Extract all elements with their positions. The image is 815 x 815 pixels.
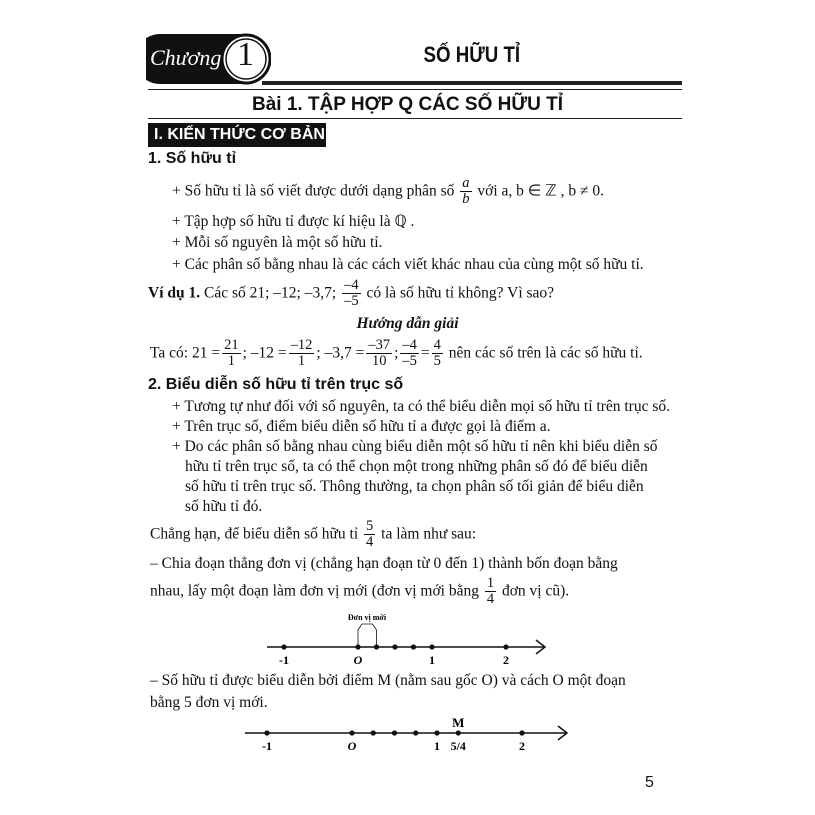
tick-label: O — [353, 653, 363, 667]
divider — [148, 89, 682, 90]
divider — [148, 118, 682, 119]
numerator: 1 — [486, 575, 495, 591]
text: nhau, lấy một đoạn làm đơn vị mới (đơn vị mới bằng — [150, 582, 479, 600]
numerator: –4 — [402, 337, 417, 353]
fraction — [289, 338, 315, 369]
text: Chẳng hạn, để biểu diễn số hữu tỉ — [150, 525, 359, 543]
page-number: 5 — [645, 774, 654, 791]
text: + Số hữu tỉ là số viết được dưới dạng phân số — [172, 182, 455, 200]
fraction — [366, 338, 392, 369]
subsection-heading: 1. Số hữu tỉ — [148, 150, 237, 167]
subsection-heading: 2. Biểu diễn số hữu tỉ trên trục số — [148, 376, 404, 393]
text: = — [420, 344, 430, 362]
text: có là số hữu tỉ không? Vì sao? — [366, 284, 555, 302]
solution — [150, 338, 643, 369]
step: – Số hữu tỉ được biểu diễn bởi điểm M (nằm sau gốc O) và cách O một đoạn — [150, 672, 626, 689]
text: ta làm như sau: — [381, 525, 477, 543]
axis-point — [411, 644, 416, 649]
tick-label: 1 — [429, 653, 435, 667]
fraction — [222, 338, 241, 369]
text: ; –3,7 = — [316, 344, 365, 362]
denominator: 4 — [486, 591, 495, 608]
axis-point — [519, 730, 524, 735]
number-line-2 — [0, 714, 815, 760]
point-label-m: M — [452, 715, 465, 730]
text: Các số 21; –12; –3,7; — [204, 284, 337, 302]
axis-point — [392, 644, 397, 649]
bullet: + Tương tự như đối với số nguyên, ta có thể biểu diễn mọi số hữu tỉ trên trục số. — [172, 398, 670, 415]
bullet-cont: số hữu tỉ trên trục số. Thông thường, ta chọn phân số tối giản để biểu diễn — [185, 478, 644, 495]
axis-point — [264, 730, 269, 735]
denominator: 4 — [366, 534, 374, 551]
denominator: 10 — [371, 353, 387, 370]
text: với a, b ∈ ℤ , b ≠ 0. — [477, 182, 604, 200]
example-text — [150, 519, 476, 550]
numerator: a — [462, 175, 470, 191]
axis-point — [434, 730, 439, 735]
fraction — [432, 338, 443, 369]
text: đơn vị cũ). — [501, 582, 570, 600]
tick-label: -1 — [279, 653, 289, 667]
step — [150, 576, 569, 607]
text: Ta có: 21 = — [150, 344, 221, 362]
denominator: b — [462, 191, 470, 208]
tick-label: -1 — [262, 739, 272, 753]
axis-point — [392, 730, 397, 735]
denominator: 5 — [433, 353, 441, 370]
numerator: 4 — [433, 337, 441, 353]
bullet — [172, 176, 604, 207]
axis-point — [413, 730, 418, 735]
axis-point — [371, 730, 376, 735]
example — [148, 278, 554, 309]
bullet: + Mỗi số nguyên là một số hữu tỉ. — [172, 234, 383, 251]
step: bằng 5 đơn vị mới. — [150, 694, 268, 711]
bullet-cont: hữu tỉ trên trục số, ta có thể chọn một trong những phân số đó để biểu diễn — [185, 458, 648, 475]
chapter-word: Chương — [150, 45, 222, 70]
step: – Chia đoạn thẳng đơn vị (chẳng hạn đoạn từ 0 đến 1) thành bốn đoạn bằng — [150, 555, 618, 572]
fraction — [342, 278, 361, 309]
number-line-1 — [0, 610, 815, 670]
unit-bracket — [358, 624, 377, 646]
bullet: + Trên trục số, điểm biểu diễn số hữu tỉ a được gọi là điểm a. — [172, 418, 551, 435]
axis-point — [349, 730, 354, 735]
fraction — [485, 576, 496, 607]
tick-label: 1 — [434, 739, 440, 753]
numerator: –37 — [368, 337, 391, 353]
numerator: 21 — [224, 337, 239, 353]
denominator: –5 — [402, 353, 417, 370]
fraction — [460, 176, 471, 207]
chapter-number: 1 — [237, 36, 254, 73]
tick-label: O — [347, 739, 357, 753]
chapter-title: SỐ HỮU TỈ — [423, 42, 521, 67]
fraction — [400, 338, 419, 369]
lesson-title: Bài 1. TẬP HỢP Q CÁC SỐ HỮU TỈ — [251, 94, 564, 115]
tick-label: 5/4 — [450, 739, 466, 753]
bullet: + Các phân số bằng nhau là các cách viết khác nhau của cùng một số hữu tỉ. — [172, 256, 644, 273]
text: nên các số trên là các số hữu tỉ. — [448, 344, 643, 362]
numerator: –4 — [344, 277, 359, 293]
solution-title: Hướng dẫn giải — [356, 315, 459, 332]
numerator: 5 — [366, 518, 374, 534]
tick-label: 2 — [519, 739, 525, 753]
bullet: + Tập hợp số hữu tỉ được kí hiệu là ℚ . — [172, 213, 415, 230]
text: ; — [394, 344, 399, 362]
denominator: –5 — [344, 293, 359, 310]
bullet-cont: số hữu tỉ đó. — [185, 498, 263, 515]
denominator: 1 — [227, 353, 235, 370]
section-heading: I. KIẾN THỨC CƠ BẢN — [148, 123, 326, 147]
axis-point — [281, 644, 286, 649]
divider — [262, 81, 682, 85]
fraction — [364, 519, 375, 550]
axis-point — [503, 644, 508, 649]
tick-label: 2 — [503, 653, 509, 667]
numerator: –12 — [290, 337, 313, 353]
axis-point — [456, 730, 461, 735]
text: ; –12 = — [242, 344, 287, 362]
bullet: + Do các phân số bằng nhau cùng biểu diễn một số hữu tỉ nên khi biểu diễn số — [172, 438, 658, 455]
denominator: 1 — [297, 353, 306, 370]
axis-point — [429, 644, 434, 649]
example-label: Ví dụ 1. — [148, 284, 201, 302]
bracket-label: Đơn vị mới — [347, 613, 387, 622]
